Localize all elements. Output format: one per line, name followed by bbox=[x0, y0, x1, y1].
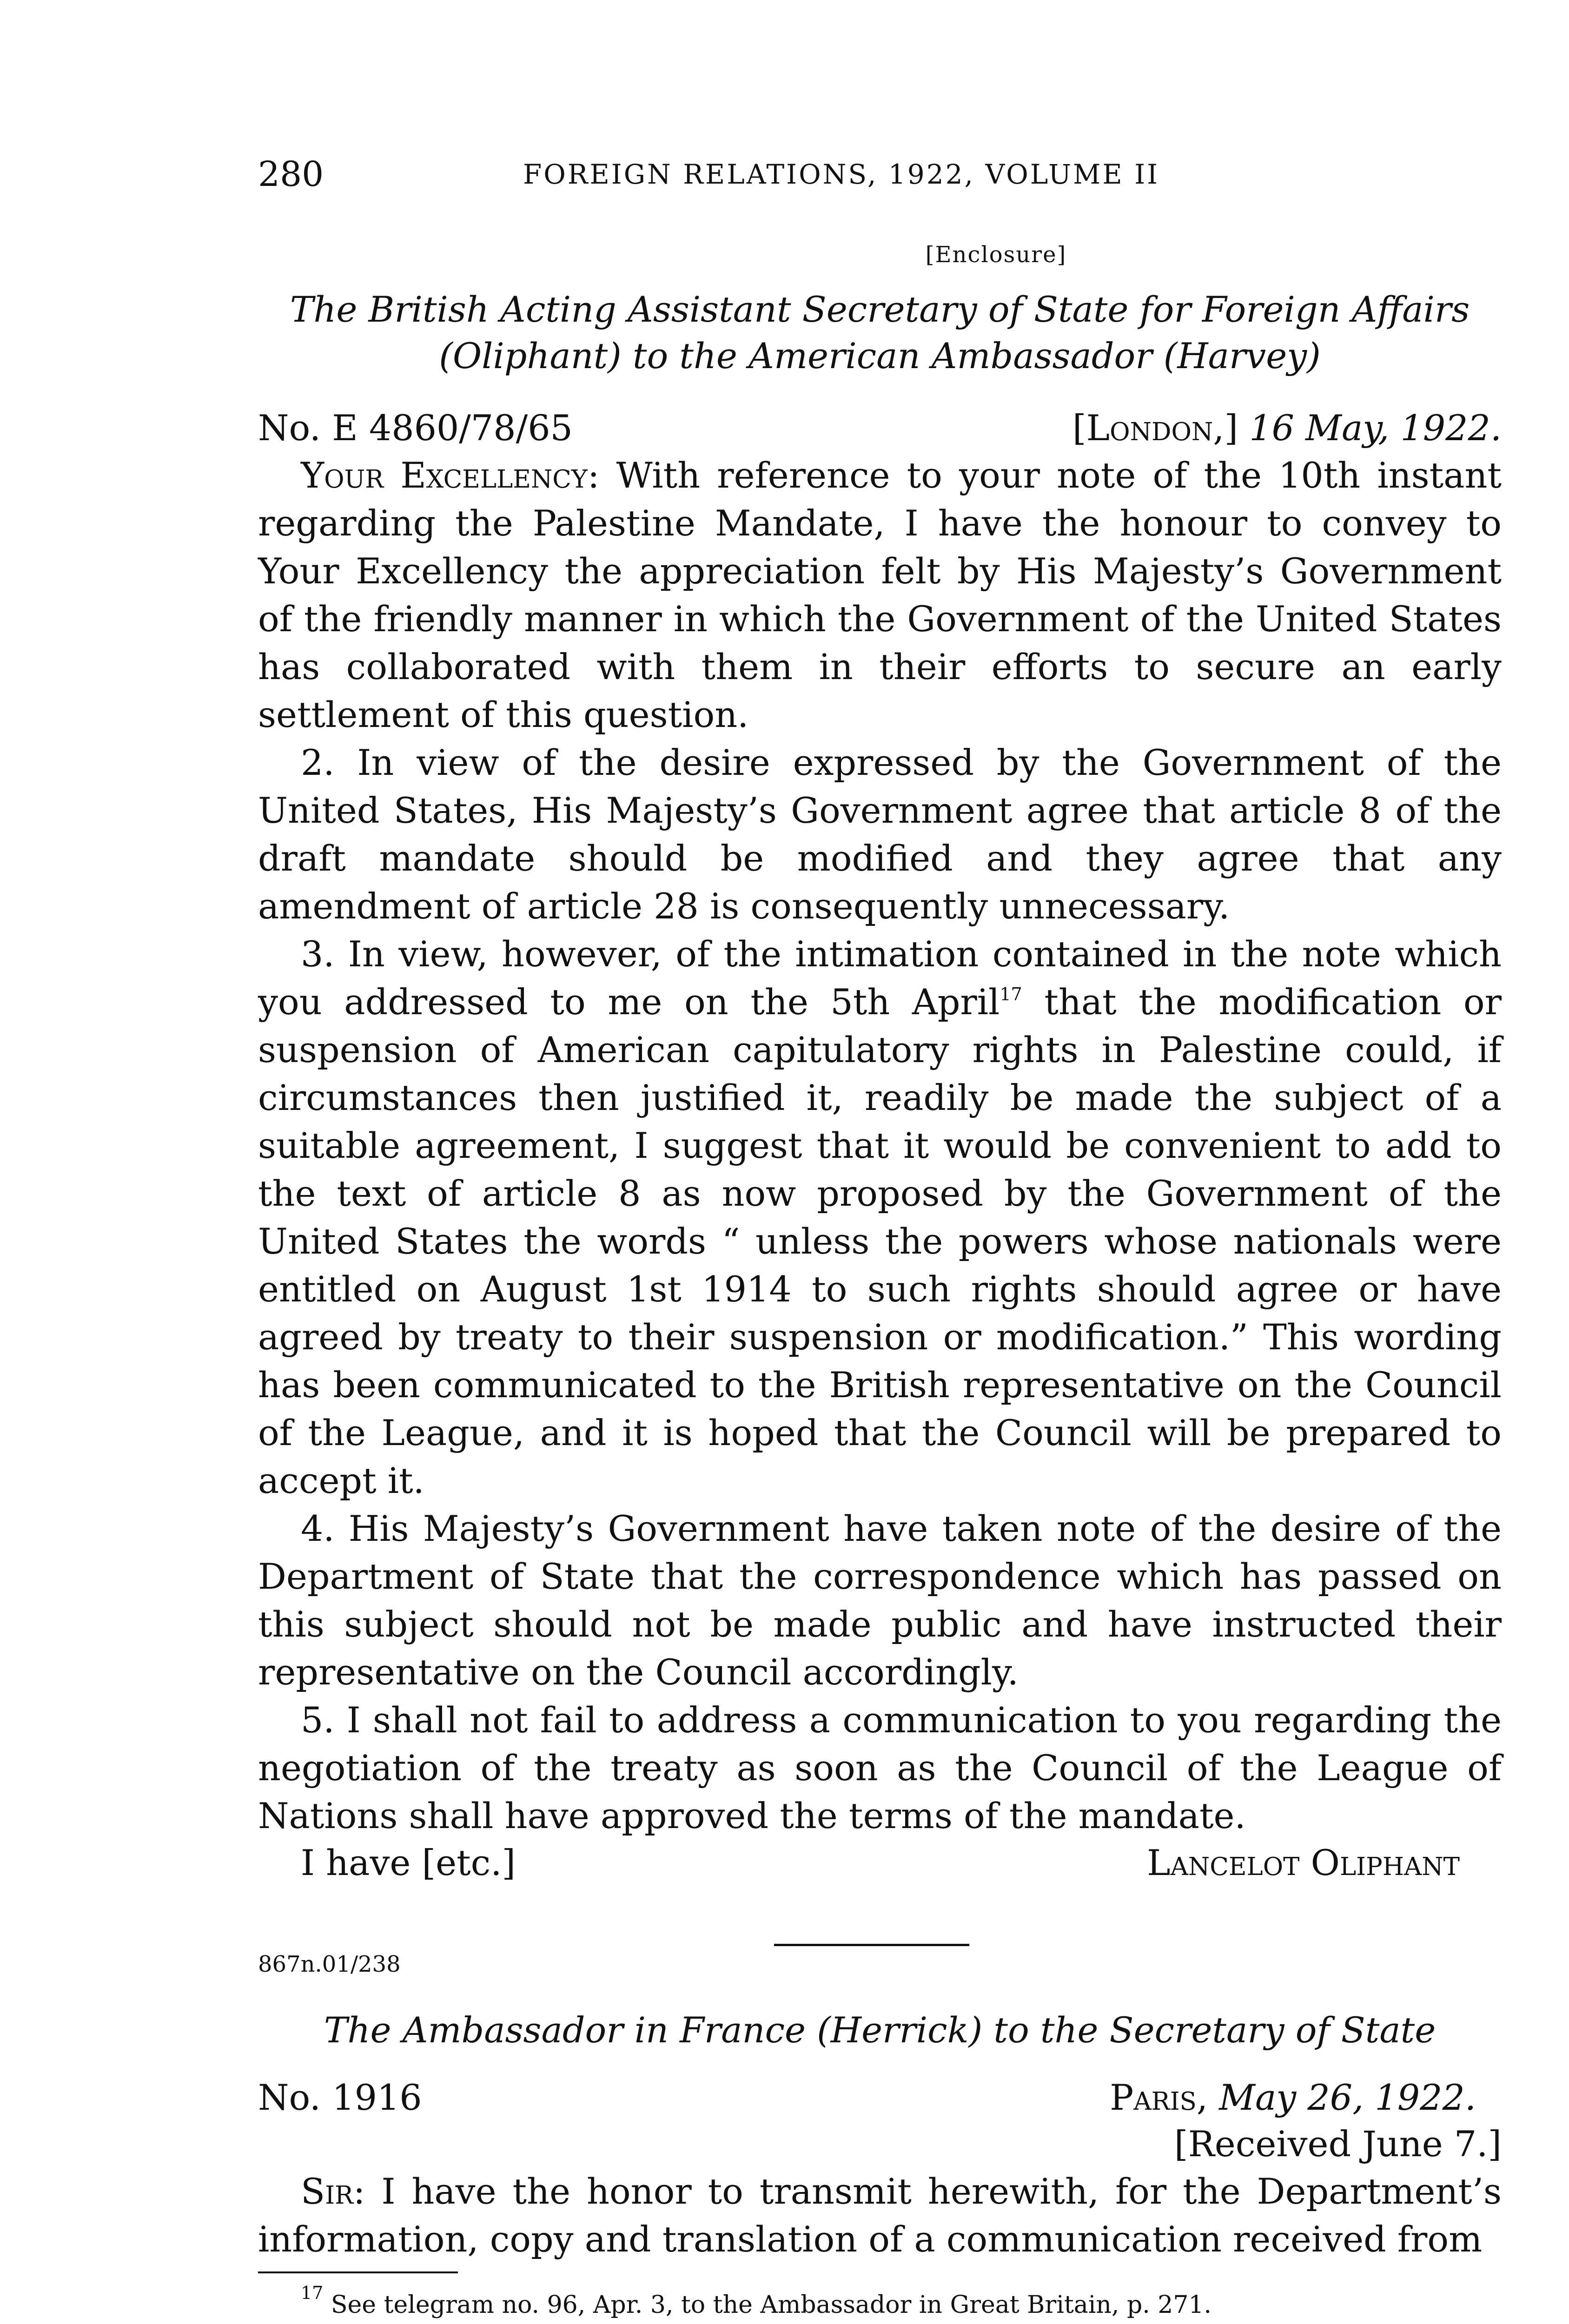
footnote-reference[interactable]: 17 bbox=[1000, 984, 1022, 1004]
running-head bbox=[258, 149, 1502, 200]
enclosure-paragraph-2: 2. In view of the desire expressed by the Government of the United States, His Majesty’s Government agree that article 8 of the draft mandate should be modified and they agree that any amendment of article 28 is consequently unnecessary. bbox=[258, 742, 1502, 927]
second-document-salutation: Sir: bbox=[301, 2171, 365, 2212]
second-document-date: May 26, 1922. bbox=[1219, 2077, 1476, 2118]
document-page bbox=[258, 149, 1502, 2324]
footnote-rule bbox=[258, 2271, 458, 2273]
enclosure-salutation: Your Excellency: bbox=[301, 455, 600, 496]
page-number: 280 bbox=[258, 154, 324, 194]
enclosure-label: [Enclosure] bbox=[925, 242, 1067, 268]
second-document-body-text: I have the honor to transmit herewith, for the Department’s information, copy and translation of a communication received from bbox=[258, 2171, 1502, 2260]
section-divider bbox=[774, 1944, 969, 1946]
enclosure-paragraph-5: 5. I shall not fail to address a communication to you regarding the negotiation of the treaty as soon as the Council of the League of Nations shall have approved the terms of the mandate. bbox=[258, 1699, 1502, 1836]
enclosure-para3-part1: 3. In view, however, of the intimation contained in the note which you addressed to me on the 5th April bbox=[258, 933, 1502, 1023]
enclosure-date: 16 May, 1922. bbox=[1249, 407, 1502, 449]
second-document-received: [Received June 7.] bbox=[1174, 2123, 1502, 2165]
footnote bbox=[258, 2283, 1502, 2324]
enclosure-paragraph-4: 4. His Majesty’s Government have taken note of the desire of the Department of State that the correspondence which has passed on this subject should not be made public and have instructed their representative on the Council accordingly. bbox=[258, 1508, 1502, 1693]
enclosure-place-date bbox=[1072, 405, 1502, 451]
second-document-file-number: 867n.01/238 bbox=[258, 1951, 401, 1977]
footnote-text: See telegram no. 96, Apr. 3, to the Ambassador in Great Britain, p. 271. bbox=[331, 2291, 1212, 2319]
enclosure-number: No. E 4860/78/65 bbox=[258, 407, 573, 449]
footnote-number: 17 bbox=[301, 2283, 324, 2303]
enclosure-place: [London,] bbox=[1072, 407, 1238, 449]
second-document-file-row bbox=[258, 1951, 1502, 1984]
enclosure-para1-text: With reference to your note of the 10th instant regarding the Palestine Mandate, I have the honour to convey to Your Excellency the appreciation felt by His Majesty’s Government of the friendly manner in which the Government of the United States has collaborated with them in their efforts to secure an early settlement of this question. bbox=[258, 455, 1502, 735]
enclosure-heading bbox=[258, 286, 1502, 379]
enclosure-signature: Lancelot Oliphant bbox=[1147, 1842, 1460, 1883]
enclosure-paragraph-3 bbox=[258, 930, 1502, 1505]
second-document-reference-line bbox=[258, 2074, 1502, 2121]
running-title: FOREIGN RELATIONS, 1922, VOLUME II bbox=[523, 158, 1160, 190]
enclosure-heading-line2: (Oliphant) to the American Ambassador (Harvey) bbox=[439, 335, 1321, 376]
second-document-heading: The Ambassador in France (Herrick) to the Secretary of State bbox=[324, 2009, 1436, 2051]
second-document-place: Paris, bbox=[1110, 2077, 1208, 2118]
second-document-place-date bbox=[1110, 2074, 1476, 2121]
second-document-body bbox=[258, 2167, 1502, 2263]
enclosure-reference-line bbox=[258, 405, 1502, 451]
enclosure-closing-row bbox=[258, 1840, 1502, 1886]
enclosure-closing: I have [etc.] bbox=[301, 1842, 516, 1883]
second-document-number: No. 1916 bbox=[258, 2077, 422, 2118]
enclosure-heading-line1: The British Acting Assistant Secretary of State for Foreign Affairs bbox=[290, 289, 1470, 330]
enclosure-para3-part2: that the modification or suspension of American capitulatory rights in Palestine could, if circumstances then justified it, readily be made the subject of a suitable agreement, I suggest that it would be convenient to add to the text of article 8 as now proposed by the Government of the United States the words “ unless the powers whose nationals were entitled on August 1st 1914 to such rights should agree or have agreed by treaty to their suspension or modification.” This wording has been communicated to the British representative on the Council of the League, and it is hoped that the Council will be prepared to accept it. bbox=[258, 981, 1502, 1501]
enclosure-paragraph-1 bbox=[258, 451, 1502, 739]
